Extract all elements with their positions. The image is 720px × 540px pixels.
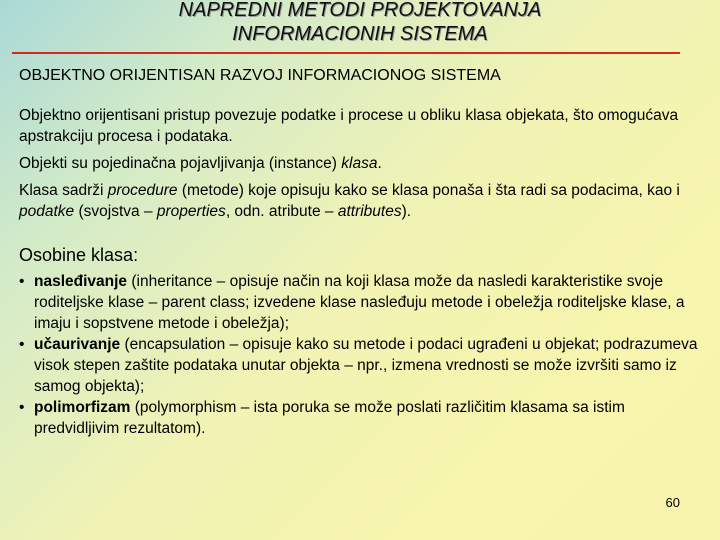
bullet-text: (encapsulation – opisuje kako su metode i podaci ugrađeni u objekat; podrazumeva visok stepen zaštite podataka unutar objekta – npr., izmena vrednosti se može izvršiti samo iz samog objekta);: [34, 336, 698, 395]
bullet-symbol: •: [19, 273, 25, 290]
body-text: [19, 105, 699, 228]
paragraph-3-emphasis-1: procedure: [107, 182, 178, 199]
paragraph-3-text-1: Klasa sadrži: [19, 182, 108, 199]
bullet-symbol: •: [19, 336, 25, 353]
slide-title-line-1: NAPREDNI METODI PROJEKTOVANJA: [178, 0, 542, 21]
slide-title: [0, 0, 720, 48]
bullet-text: (polymorphism – ista poruka se može poslati različitim klasama sa istim predvidljivim rezultatom).: [34, 399, 625, 437]
paragraph-2-text-1: Objekti su pojedinačna pojavljivanja (instance): [19, 155, 342, 172]
list-item: [19, 397, 704, 439]
paragraph-3-text-3: (svojstva –: [74, 203, 157, 220]
paragraph-2-emphasis-1: klasa: [341, 155, 378, 172]
bullet-term: polimorfizam: [34, 399, 131, 416]
paragraph-3-text-2: (metode) koje opisuju kako se klasa ponaša i šta radi sa podacima, kao i: [177, 182, 680, 199]
slide-title-line-2: INFORMACIONIH SISTEMA: [232, 23, 488, 45]
paragraph-3-emphasis-2: podatke: [19, 203, 75, 220]
paragraph-3-text-5: ).: [401, 203, 412, 220]
paragraph-3-emphasis-3: properties: [156, 203, 226, 220]
paragraph-2-text-2: .: [377, 155, 382, 172]
list-item: [19, 334, 704, 397]
list-item: [19, 271, 704, 334]
bullet-symbol: •: [19, 399, 25, 416]
title-divider: [12, 52, 680, 54]
bullet-list: [19, 271, 704, 439]
bullet-term: učaurivanje: [34, 336, 121, 353]
paragraph-3-emphasis-4: attributes: [337, 203, 402, 220]
paragraph-1: Objektno orijentisani pristup povezuje podatke i procese u obliku klasa objekata, što omogućava apstrakciju procesa i podataka.: [19, 107, 679, 145]
paragraph-3: [19, 180, 699, 222]
bullet-text: (inheritance – opisuje način na koji klasa može da nasledi karakteristike svoje roditeljske klase – parent class; izvedene klase nasleđuju metode i obeležja roditeljske klase, a imaju i sopstvene metode i obeležja);: [34, 273, 685, 332]
paragraph-2: [19, 153, 699, 174]
paragraph-3-text-4: , odn. atribute –: [225, 203, 338, 220]
bullet-term: nasleđivanje: [34, 273, 128, 290]
section-heading: Osobine klasa:: [19, 245, 139, 265]
slide-subheading: OBJEKTNO ORIJENTISAN RAZVOJ INFORMACIONOG SISTEMA: [19, 67, 501, 84]
page-number: 60: [665, 495, 680, 510]
